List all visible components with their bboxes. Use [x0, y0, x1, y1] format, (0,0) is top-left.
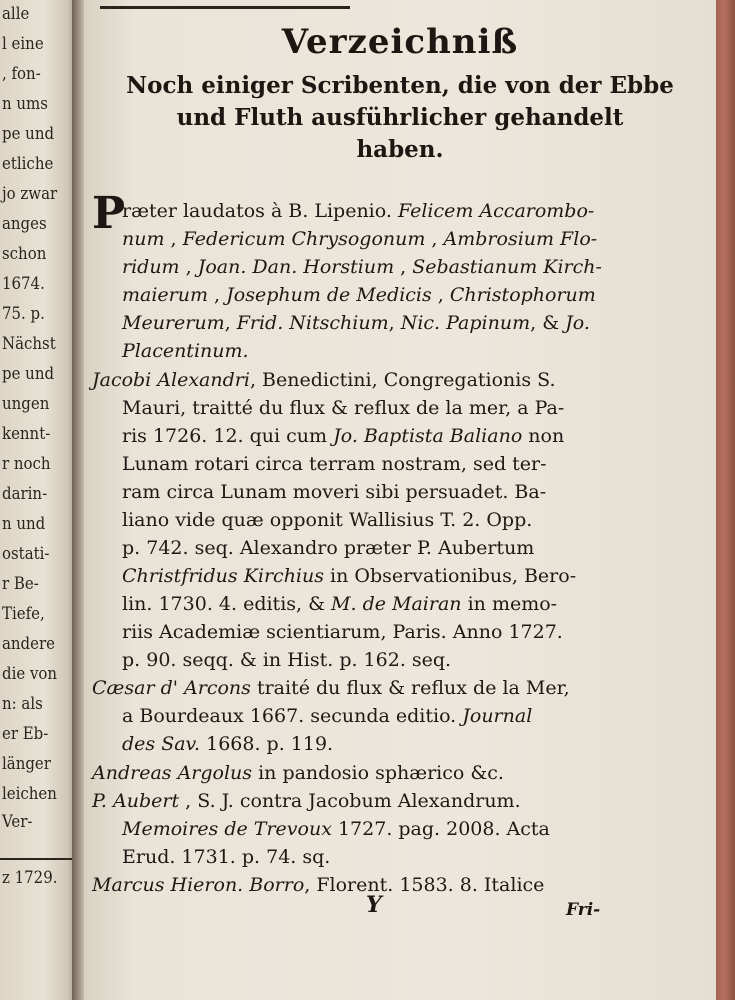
left-page-fragment: länger — [2, 754, 51, 774]
italic-text: des Sav. — [122, 733, 201, 755]
italic-text: Ambrosium Flo- — [443, 228, 598, 250]
roman-text: in Observationibus, Bero- — [324, 565, 577, 587]
italic-text: Christfridus Kirchius — [122, 565, 324, 587]
roman-text: , — [179, 256, 198, 278]
roman-text: , — [164, 228, 183, 250]
italic-text: M. de Mairan — [331, 593, 462, 615]
text-line — [122, 312, 590, 334]
text-line — [92, 762, 504, 784]
left-page-fragment: n: als — [2, 694, 43, 714]
left-page-fragment: r Be- — [2, 574, 39, 594]
italic-text: Cæsar d' Arcons — [92, 677, 251, 699]
italic-text: maierum — [122, 284, 209, 306]
text-line — [92, 790, 521, 812]
roman-text: Lunam rotari circa terram nostram, sed ter- — [122, 453, 547, 475]
italic-text: Josephum de Medicis — [226, 284, 432, 306]
italic-text: num — [122, 228, 165, 250]
text-line — [122, 340, 249, 362]
signature-mark: Y — [366, 892, 382, 918]
italic-text: Sebastianum Kirch- — [412, 256, 602, 278]
left-page-fragment: Tiefe, — [2, 604, 45, 624]
left-page-fragment: r noch — [2, 454, 51, 474]
left-page-fragment: jo zwar — [2, 184, 58, 204]
text-line — [122, 537, 534, 559]
text-line — [122, 705, 532, 727]
page-title: Verzeichniß — [281, 22, 519, 62]
subtitle-line: und Fluth ausführlicher gehandelt — [176, 104, 624, 131]
roman-text: p. 742. seq. Alexandro præter P. Aubertum — [122, 537, 535, 559]
roman-text: , Benedictini, Congregationis S. — [249, 369, 556, 391]
left-page-fragment: Ver- — [2, 812, 33, 832]
left-page-fragment: ostati- — [2, 544, 50, 564]
roman-text: riis Academiæ scientiarum, Paris. Anno 1727. — [122, 621, 563, 643]
text-line — [122, 733, 333, 755]
roman-text: , Florent. 1583. 8. Italice — [304, 874, 545, 896]
left-page-fragment: schon — [2, 244, 47, 264]
italic-text: Placentinum. — [122, 340, 249, 362]
left-page-fragment: kennt- — [2, 424, 51, 444]
left-page-fragment: Nächst — [2, 334, 56, 354]
roman-text: ris 1726. 12. qui cum — [122, 425, 334, 447]
italic-text: Federicum Chrysogonum — [182, 228, 426, 250]
text-line — [122, 649, 451, 671]
left-page-fragment: pe und — [2, 364, 55, 384]
subtitle-line: haben. — [356, 136, 444, 163]
roman-text: 1727. pag. 2008. Acta — [331, 818, 550, 840]
italic-text: Marcus Hieron. Borro — [92, 874, 305, 896]
italic-text: Felicem Accarombo- — [397, 200, 595, 222]
text-line — [122, 256, 602, 278]
left-page-fragment: andere — [2, 634, 55, 654]
left-page-fragment: alle — [2, 4, 30, 24]
top-rule — [100, 6, 350, 9]
left-page-fragment: pe und — [2, 124, 55, 144]
roman-text: ræter laudatos à B. Lipenio. — [122, 200, 398, 222]
italic-text: Joan. Dan. Horstium — [197, 256, 395, 278]
italic-text: ridum — [122, 256, 180, 278]
text-line — [92, 874, 544, 896]
italic-text: Jo. Baptista Baliano — [333, 425, 523, 447]
book-edge — [716, 0, 735, 1000]
text-line — [122, 565, 576, 587]
italic-text: Christophorum — [449, 284, 596, 306]
left-page-fragment: anges — [2, 214, 47, 234]
roman-text: ram circa Lunam moveri sibi persuadet. Ba- — [122, 481, 547, 503]
text-line — [92, 677, 570, 699]
left-page-rule — [0, 858, 72, 860]
roman-text: non — [522, 425, 565, 447]
roman-text: lin. 1730. 4. editis, & — [122, 593, 332, 615]
left-page — [0, 0, 80, 1000]
roman-text: in memo- — [461, 593, 558, 615]
roman-text: Erud. 1731. p. 74. sq. — [122, 846, 331, 868]
left-page-fragment: die von — [2, 664, 58, 684]
text-line — [122, 200, 594, 222]
roman-text: , — [224, 312, 237, 334]
roman-text: , — [431, 284, 450, 306]
roman-text: p. 90. seqq. & in Hist. p. 162. seq. — [122, 649, 452, 671]
text-line — [122, 846, 330, 868]
left-page-fragment: leichen — [2, 784, 57, 804]
italic-text: Jacobi Alexandri — [92, 369, 250, 391]
roman-text: traité du flux & reflux de la Mer, — [250, 677, 570, 699]
italic-text: Meurerum — [122, 312, 225, 334]
text-line — [122, 818, 550, 840]
left-page-fragment: n ums — [2, 94, 48, 114]
roman-text: , S. J. contra Jacobum Alexandrum. — [179, 790, 521, 812]
text-line — [122, 621, 563, 643]
left-page-fragment: er Eb- — [2, 724, 49, 744]
roman-text: , & — [530, 312, 566, 334]
left-page-fragment: l eine — [2, 34, 44, 54]
drop-cap: P — [92, 188, 126, 239]
italic-text: Jo. — [565, 312, 590, 334]
italic-text: Frid. Nitschium — [236, 312, 389, 334]
italic-text: Nic. Papinum — [400, 312, 531, 334]
roman-text: a Bourdeaux 1667. secunda editio. — [122, 705, 463, 727]
text-line — [122, 509, 532, 531]
roman-text: , — [394, 256, 413, 278]
text-line — [122, 593, 557, 615]
italic-text: Journal — [462, 705, 533, 727]
roman-text: in pandosio sphærico &c. — [252, 762, 504, 784]
text-line — [122, 228, 597, 250]
text-line — [122, 284, 596, 306]
left-page-fragment: , fon- — [2, 64, 41, 84]
roman-text: Mauri, traitté du flux & reflux de la mer, a Pa- — [122, 397, 565, 419]
left-page-fragment: n und — [2, 514, 46, 534]
roman-text: 1668. p. 119. — [200, 733, 334, 755]
text-line — [122, 481, 546, 503]
roman-text: liano vide quæ opponit Wallisius T. 2. Opp. — [122, 509, 533, 531]
left-page-fragment: etliche — [2, 154, 54, 174]
left-page-fragment: darin- — [2, 484, 48, 504]
text-line — [122, 397, 564, 419]
left-page-fragment: z 1729. — [2, 868, 58, 888]
subtitle-line: Noch einiger Scribenten, die von der Ebbe — [126, 72, 674, 99]
italic-text: Andreas Argolus — [92, 762, 253, 784]
catchword: Fri- — [566, 900, 601, 920]
text-line — [92, 369, 556, 391]
italic-text: P. Aubert — [92, 790, 180, 812]
text-line — [122, 453, 547, 475]
italic-text: Memoires de Trevoux — [122, 818, 332, 840]
left-page-fragment: 75. p. — [2, 304, 45, 324]
left-page-fragment: ungen — [2, 394, 50, 414]
roman-text: , — [208, 284, 227, 306]
text-line — [122, 425, 564, 447]
roman-text: , — [425, 228, 444, 250]
left-page-fragment: 1674. — [2, 274, 45, 294]
roman-text: , — [388, 312, 401, 334]
